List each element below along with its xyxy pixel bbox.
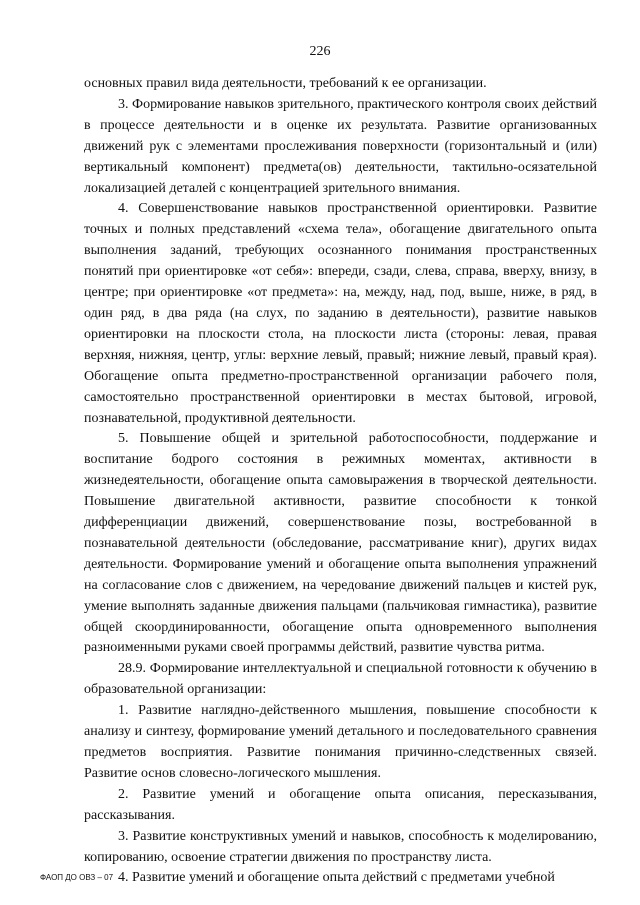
paragraph: 5. Повышение общей и зрительной работоспособности, поддержание и воспитание бодрого состояния в режимных моментах, активности в жизнедеятельности, обогащение опыта самовыражения в творческой деятельности. Повышение двигательной активности, развитие способности к тонкой дифференциации движений, совершенствование позы, востребованной в познавательной деятельности (обследование, рассматривание книг), других видах деятельности. Формирование умений и обогащение опыта выполнения упражнений на согласование слов с движением, на чередование движений пальцев и кистей рук, умение выполнять заданные движения пальцами (пальчиковая гимнастика), развитие общей скоординированности, обогащение опыта одновременного выполнения разноименными руками своей программы действий, развитие чувства ритма. <box>84 431 597 656</box>
paragraph: основных правил вида деятельности, требований к ее организации. <box>84 76 487 91</box>
paragraph: 3. Формирование навыков зрительного, практического контроля своих действий в процессе деятельности и в оценке их результата. Развитие организованных движений рук с элементами прослеживания поверхности (горизонтальный и (или) вертикальный компонент) предмета(ов) деятельности, тактильно-осязательной локализацией деталей с концентрацией зрительного внимания. <box>84 96 597 196</box>
paragraph: 3. Развитие конструктивных умений и навыков, способность к моделированию, копированию, освоение стратегии движения по пространству листа. <box>84 828 597 865</box>
paragraph: 4. Развитие умений и обогащение опыта действий с предметами учебной <box>118 870 555 886</box>
document-footer: ФАОП ДО ОВЗ – 07 <box>40 873 114 882</box>
paragraph: 1. Развитие наглядно-действенного мышления, повышение способности к анализу и синтезу, формирование умений детального и последовательного сравнения предметов восприятия. Развитие понимания причинно-следственных связей. Развитие основ словесно-логического мышления. <box>84 703 597 781</box>
paragraph: 4. Совершенствование навыков пространственной ориентировки. Развитие точных и полных представлений «схема тела», обогащение двигательного опыта выполнения заданий, требующих осознанного понимания пространственных понятий при ориентировке «от себя»: впереди, сзади, слева, справа, вверху, внизу, в центре; при ориентировке «от предмета»: на, между, над, под, выше, ниже, в ряд, в один ряд, в два ряда (на слух, по заданию в деятельности), развитие навыков ориентировки на плоскости стола, на плоскости листа (стороны: левая, правая верхняя, нижняя, центр, углы: верхние левый, правый; нижние левый, правый края). Обогащение опыта предметно-пространственной организации рабочего поля, самостоятельно пространственной ориентировки в местах бытовой, игровой, познавательной, продуктивной деятельности. <box>84 201 597 426</box>
page-body <box>84 74 597 889</box>
page-number: 226 <box>309 44 331 59</box>
paragraph: 28.9. Формирование интеллектуальной и специальной готовности к обучению в образовательной организации: <box>84 661 597 698</box>
paragraph: 2. Развитие умений и обогащение опыта описания, пересказывания, рассказывания. <box>84 786 597 823</box>
